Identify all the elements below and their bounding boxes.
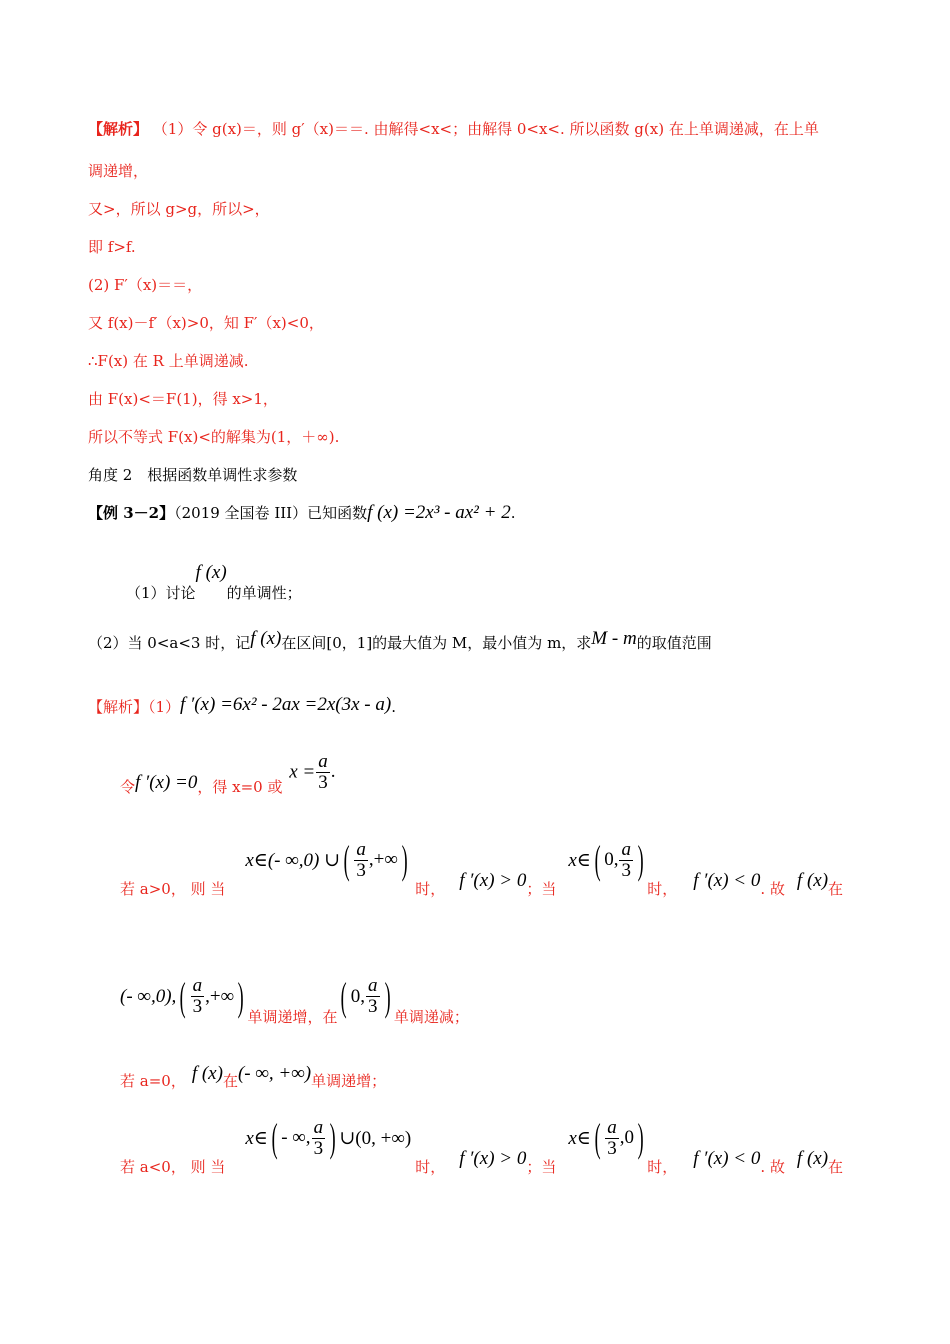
case-a-zero — [120, 1056, 386, 1091]
case-a-zero-inc: 单调递增； — [311, 1072, 387, 1090]
analysis-line-7: ∴F(x) 在 R 上单调递减. — [88, 352, 249, 370]
case-a-pos-intervals — [120, 966, 469, 1027]
case-a-pos-dang: ；当 — [526, 880, 557, 898]
case-a-neg-set2: x∈ ( $\frac{a}{3}$ ,0 ) — [568, 1115, 644, 1161]
ling-label: 令 — [120, 778, 136, 796]
case-a-pos-set: x∈(- ∞,0) ∪ ( $\frac{a}{3}$ , +∞ ) — [245, 837, 408, 883]
interval-zero-a3: ( 0, $\frac{a}{3}$ ) — [341, 973, 391, 1019]
case-a-neg-shi2: 时， — [647, 1158, 678, 1176]
analysis-line-2: 调递增， — [88, 162, 149, 180]
solution-line-1: 【解析】（1）f ′(x) =6x² - 2ax =2x(3x - a). — [88, 694, 396, 716]
case-a-neg-zai: 在 — [828, 1158, 844, 1176]
interval-all-reals: (- ∞, +∞) — [237, 1062, 312, 1084]
case-a-neg-gu: . 故 — [760, 1158, 785, 1176]
case-a-pos-shi: 时， — [415, 880, 446, 898]
case-a-pos-if: 若 a>0， 则 当 — [120, 880, 226, 898]
case-a-zero-zai: 在 — [222, 1072, 238, 1090]
case-a-pos — [120, 838, 843, 899]
case-a-pos-fx: f (x) — [796, 870, 829, 891]
analysis-tag: 【解析】 — [88, 120, 149, 138]
deriv-eq-zero: f ′(x) =0 — [135, 772, 198, 793]
case-a-neg-set: x∈ ( - ∞, $\frac{a}{3}$ ) ∪(0, +∞) — [245, 1115, 412, 1161]
analysis-line-8: 由 F(x)<＝F(1)，得 x>1， — [88, 390, 278, 408]
case-a-neg-if: 若 a<0， 则 当 — [120, 1158, 226, 1176]
analysis-line-9: 所以不等式 F(x)<的解集为(1，＋∞). — [88, 428, 340, 446]
q2-mid: 在区间[0，1]的最大值为 M，最小值为 m，求 — [281, 634, 592, 652]
solution-tag: 【解析】（1） — [88, 698, 181, 716]
q2-suffix: 的取值范围 — [636, 634, 712, 652]
deriv-negative: f ′(x) < 0 — [693, 870, 761, 891]
frac-a-over-3: $\frac{a}{3}$ — [318, 751, 328, 793]
analysis-text-1: （1）令 g(x)＝，则 g′（x)＝＝. 由解得<x<；由解得 0<x<. 所以函数 g(x) 在上单调递减，在上单 — [152, 120, 819, 138]
q1-suffix: 的单调性； — [226, 584, 302, 602]
case-a-neg — [120, 1116, 843, 1177]
example-line — [88, 502, 516, 524]
question-2 — [88, 628, 712, 653]
case-a-pos-zai: 在 — [828, 880, 844, 898]
interval-neg-inf-zero: (- ∞,0), — [120, 985, 177, 1007]
interval-a3-inf: ( $\frac{a}{3}$ , +∞ ) — [179, 973, 244, 1019]
analysis-line-4: 即 f>f. — [88, 238, 136, 256]
case-a-neg-fx: f (x) — [796, 1148, 829, 1169]
question-1 — [126, 562, 302, 603]
analysis-line-5: (2) F′（x)＝＝， — [88, 276, 203, 294]
critical-text: ，得 x=0 或 — [197, 778, 283, 796]
q1-prefix: （1）讨论 — [126, 584, 196, 602]
analysis-line-1 — [88, 118, 819, 139]
example-source: （2019 全国卷 III）已知函数 — [174, 504, 368, 522]
case-a-pos-gu: . 故 — [760, 880, 785, 898]
case-a-zero-if: 若 a=0， — [120, 1072, 186, 1090]
example-end: . — [510, 504, 516, 522]
example-function: f (x) =2x³ - ax² + 2 — [367, 502, 511, 523]
q2-expr: M - m — [591, 628, 637, 649]
q1-fx: f (x) — [195, 562, 227, 583]
derivative: f ′(x) =6x² - 2ax =2x(3x - a) — [180, 694, 392, 715]
example-tag: 【例 3－2】 — [88, 504, 175, 522]
increasing-text: 单调递增，在 — [247, 1008, 338, 1026]
critical-x: x = $\frac{a}{3}$ . — [289, 751, 336, 793]
case-a-pos-set2: x∈ ( 0, $\frac{a}{3}$ ) — [568, 837, 644, 883]
solution-line-2 — [120, 752, 336, 797]
case-a-pos-shi2: 时， — [647, 880, 678, 898]
q2-fx: f (x) — [250, 628, 282, 649]
angle-title: 角度 2 根据函数单调性求参数 — [88, 466, 298, 484]
case-a-neg-dang: ；当 — [526, 1158, 557, 1176]
decreasing-text: 单调递减； — [393, 1008, 469, 1026]
case-a-zero-fx: f (x) — [191, 1062, 223, 1084]
analysis-line-6: 又 f(x)－f′（x)>0，知 F′（x)<0， — [88, 314, 324, 332]
case-a-neg-shi: 时， — [415, 1158, 446, 1176]
deriv-positive: f ′(x) > 0 — [459, 870, 527, 891]
deriv-negative-2: f ′(x) < 0 — [693, 1148, 761, 1169]
deriv-positive-2: f ′(x) > 0 — [459, 1148, 527, 1169]
analysis-line-3: 又>，所以 g>g，所以>， — [88, 200, 270, 218]
q2-prefix: （2）当 0<a<3 时，记 — [88, 634, 251, 652]
